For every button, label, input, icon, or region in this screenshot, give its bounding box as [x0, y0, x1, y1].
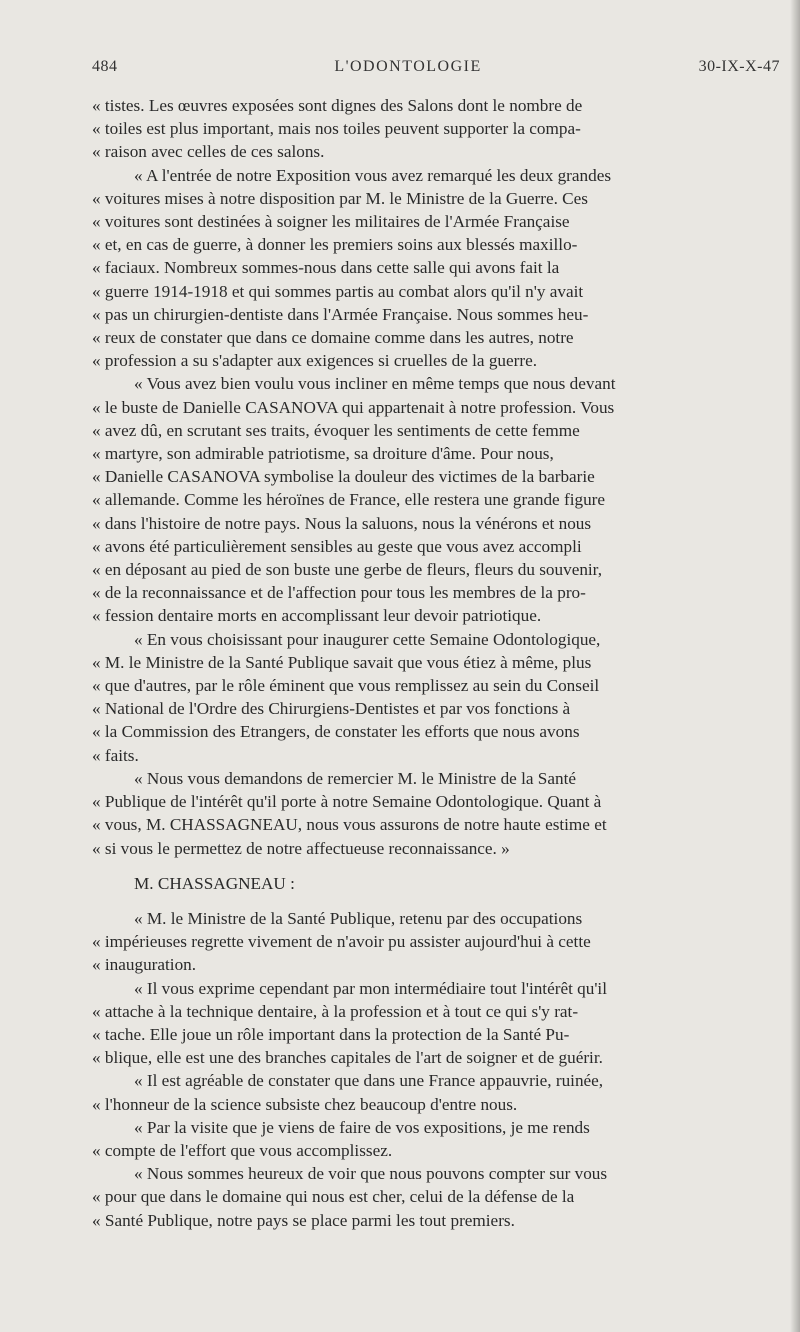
text-line: « si vous le permettez de notre affectueuse reconnaissance. » [92, 838, 510, 858]
text-line: « et, en cas de guerre, à donner les premiers soins aux blessés maxillo- [92, 235, 578, 255]
text-line: « attache à la technique dentaire, à la profession et à tout ce qui s'y rat- [92, 1001, 579, 1021]
paragraph [92, 628, 780, 767]
text-line: « faits. [92, 745, 139, 765]
text-line: « que d'autres, par le rôle éminent que vous remplissez au sein du Conseil [92, 676, 600, 696]
text-line: « vous, M. CHASSAGNEAU, nous vous assurons de notre haute estime et [92, 815, 607, 835]
paragraph [92, 977, 780, 1070]
text-line: « voitures sont destinées à soigner les militaires de l'Armée Française [92, 212, 570, 232]
text-line: « avez dû, en scrutant ses traits, évoquer les sentiments de cette femme [92, 420, 580, 440]
text-line: « avons été particulièrement sensibles au geste que vous avez accompli [92, 536, 582, 556]
text-line: « dans l'histoire de notre pays. Nous la saluons, nous la vénérons et nous [92, 513, 592, 533]
text-line: « tistes. Les œuvres exposées sont dignes des Salons dont le nombre de [92, 96, 583, 115]
text-line: « faciaux. Nombreux sommes-nous dans cette salle qui avons fait la [92, 258, 560, 278]
journal-title: L'ODONTOLOGIE [334, 58, 482, 75]
speaker-heading [92, 872, 780, 895]
text-line: « Nous vous demandons de remercier M. le Ministre de la Santé [134, 768, 576, 788]
text-line: « Danielle CASANOVA symbolise la douleur des victimes de la barbarie [92, 467, 595, 487]
text-line: « Il vous exprime cependant par mon intermédiaire tout l'intérêt qu'il [134, 978, 607, 998]
text-line: « l'honneur de la science subsiste chez beaucoup d'entre nous. [92, 1094, 518, 1114]
text-line: « de la reconnaissance et de l'affection pour tous les membres de la pro- [92, 583, 586, 603]
text-line: « Nous sommes heureux de voir que nous pouvons compter sur vous [134, 1164, 608, 1184]
text-line: « le buste de Danielle CASANOVA qui appartenait à notre profession. Vous [92, 397, 615, 417]
text-line: « raison avec celles de ces salons. [92, 142, 325, 162]
text-line: « tache. Elle joue un rôle important dans la protection de la Santé Pu- [92, 1024, 570, 1044]
running-head [92, 58, 780, 76]
text-line: « voitures mises à notre disposition par M. le Ministre de la Guerre. Ces [92, 188, 588, 208]
text-line: « National de l'Ordre des Chirurgiens-Dentistes et par vos fonctions à [92, 699, 571, 719]
issue-date: 30-IX-X-47 [698, 58, 780, 75]
paragraph [92, 907, 780, 977]
text-line: « toiles est plus important, mais nos toiles peuvent supporter la compa- [92, 119, 581, 139]
page-number: 484 [92, 58, 118, 75]
text-line: « Santé Publique, notre pays se place parmi les tout premiers. [92, 1210, 515, 1230]
text-line: « fession dentaire morts en accomplissant leur devoir patriotique. [92, 606, 542, 626]
text-line: « pas un chirurgien-dentiste dans l'Armée Française. Nous sommes heu- [92, 304, 589, 324]
article-body [92, 94, 780, 1232]
text-line: « Publique de l'intérêt qu'il porte à notre Semaine Odontologique. Quant à [92, 792, 602, 812]
text-line: « martyre, son admirable patriotisme, sa droiture d'âme. Pour nous, [92, 444, 554, 464]
speaker-name: M. CHASSAGNEAU : [134, 873, 295, 893]
text-line: « Par la visite que je viens de faire de vos expositions, je me rends [134, 1117, 590, 1137]
text-line: « Il est agréable de constater que dans une France appauvrie, ruinée, [134, 1071, 604, 1091]
text-line: « guerre 1914-1918 et qui sommes partis au combat alors qu'il n'y avait [92, 281, 584, 301]
paragraph [92, 94, 780, 164]
page-edge-shadow [790, 0, 800, 1332]
paragraph [92, 164, 780, 373]
text-line: « inauguration. [92, 955, 197, 975]
text-line: « M. le Ministre de la Santé Publique, retenu par des occupations [134, 908, 583, 928]
text-line: « pour que dans le domaine qui nous est cher, celui de la défense de la [92, 1187, 575, 1207]
text-line: « la Commission des Etrangers, de constater les efforts que nous avons [92, 722, 580, 742]
text-line: « blique, elle est une des branches capitales de l'art de soigner et de guérir. [92, 1048, 603, 1068]
text-line: « en déposant au pied de son buste une gerbe de fleurs, fleurs du souvenir, [92, 560, 603, 580]
paragraph [92, 372, 780, 627]
text-line: « impérieuses regrette vivement de n'avoir pu assister aujourd'hui à cette [92, 932, 591, 952]
spacer [92, 860, 780, 872]
text-line: « En vous choisissant pour inaugurer cette Semaine Odontologique, [134, 629, 601, 649]
text-line: « reux de constater que dans ce domaine comme dans les autres, notre [92, 328, 574, 348]
paragraph [92, 1162, 780, 1232]
text-line: « Vous avez bien voulu vous incliner en même temps que nous devant [134, 374, 616, 394]
paragraph [92, 1116, 780, 1162]
paragraph [92, 767, 780, 860]
paragraph [92, 1069, 780, 1115]
text-line: « A l'entrée de notre Exposition vous avez remarqué les deux grandes [134, 165, 612, 185]
spacer [92, 895, 780, 907]
text-line: « M. le Ministre de la Santé Publique savait que vous étiez à même, plus [92, 652, 592, 672]
text-line: « allemande. Comme les héroïnes de France, elle restera une grande figure [92, 490, 606, 510]
text-line: « profession a su s'adapter aux exigences si cruelles de la guerre. [92, 351, 538, 371]
text-line: « compte de l'effort que vous accomplissez. [92, 1140, 393, 1160]
